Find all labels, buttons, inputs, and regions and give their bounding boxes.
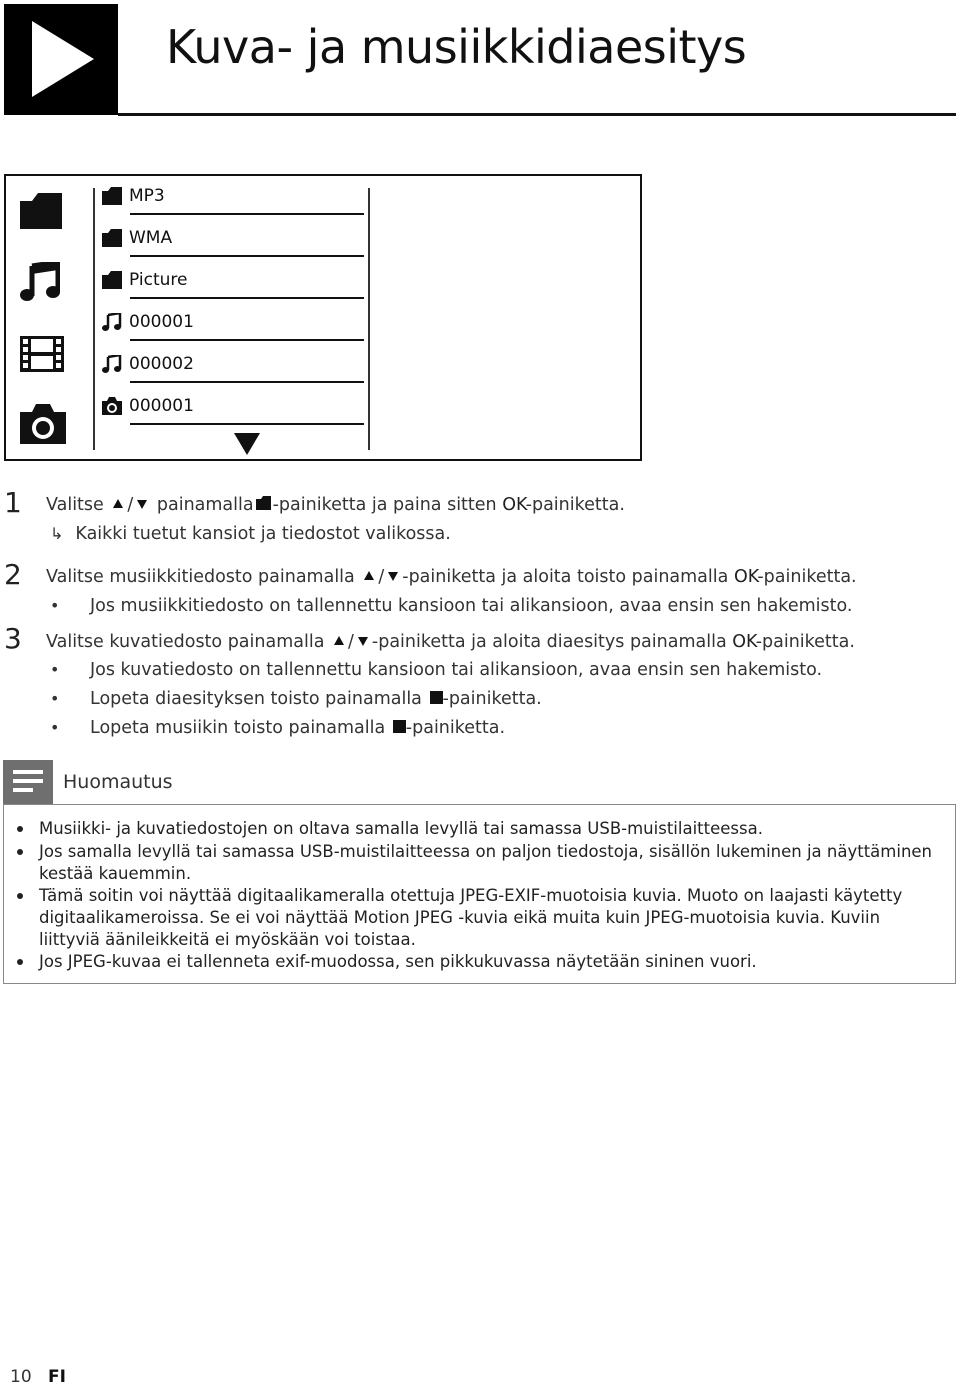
ok-key: OK [733,567,758,587]
file-row[interactable] [102,353,360,375]
note-icon [3,760,53,804]
folder-icon [102,187,122,205]
play-icon-box [4,4,118,115]
step-text: Valitse kuvatiedosto painamalla [46,632,325,652]
step-1-text [46,495,625,515]
result-arrow-icon: ↳ [50,524,64,543]
step-text: -painiketta ja paina sitten [272,495,497,515]
step-text: -painiketta ja aloita diaesitys painamalla [371,632,727,652]
bullet-dot [17,849,23,855]
file-name: 000002 [129,354,194,374]
bullet-dot: • [50,718,60,737]
step-1-result [50,524,451,544]
stop-icon [430,691,443,704]
note-box [3,804,956,984]
stop-icon [393,720,406,733]
row-rule [130,213,364,215]
down-arrow-icon [388,572,398,581]
divider-right [368,188,370,450]
ok-key: OK [502,495,526,515]
camera-icon [102,397,122,415]
down-arrow-icon [358,637,368,646]
title-rule [118,113,956,116]
step-number: 1 [4,486,22,519]
folder-icon[interactable] [20,193,62,229]
step-text: painamalla [156,495,254,515]
play-icon [32,21,94,97]
film-icon[interactable] [20,336,64,372]
file-name: 000001 [129,396,194,416]
step-3-text [46,632,855,652]
step-2-bullet: Jos musiikkitiedosto on tallennettu kansioon tai alikansioon, avaa ensin sen hakemisto. [90,596,853,616]
note-icon-line [13,779,43,783]
note-item: Jos JPEG-kuvaa ei tallenneta exif-muodossa, sen pikkukuvassa näytetään sininen vuori. [39,952,757,971]
down-arrow-icon [137,500,147,509]
file-browser-screen [4,174,642,461]
step-text: -painiketta ja aloita toisto painamalla [402,567,729,587]
step-text: / [348,632,354,652]
note-item: Musiikki- ja kuvatiedostojen on oltava samalla levyllä tai samassa USB-muistilaitteessa. [39,819,763,838]
up-arrow-icon [364,571,374,580]
divider-left [93,188,95,450]
music-icon [102,355,122,373]
music-icon[interactable] [20,262,60,302]
folder-icon [102,229,122,247]
folder-icon [256,496,271,510]
music-icon [102,313,122,331]
row-rule [130,297,364,299]
note-item: Jos samalla levyllä tai samassa USB-muistilaitteessa on paljon tiedostoja, sisällön lukeminen ja näyttäminen kestää kauemmin. [39,842,933,883]
file-name: WMA [129,228,173,248]
bullet-text: Lopeta musiikin toisto painamalla [90,718,386,738]
page-number: 10 [10,1367,32,1387]
up-arrow-icon [113,499,123,508]
up-arrow-icon [334,636,344,645]
file-row[interactable] [102,269,360,291]
bullet-dot [17,959,23,965]
step-number: 2 [4,558,22,591]
step-3-bullet [90,718,505,738]
note-title: Huomautus [63,771,173,793]
note-icon-line [13,788,33,792]
page-title: Kuva- ja musiikkidiaesitys [166,20,747,74]
step-text: -painiketta. [757,567,857,587]
bullet-dot: • [50,689,60,708]
language-code: FI [48,1367,66,1387]
bullet-dot [17,826,23,832]
step-text: / [127,495,134,515]
row-rule [130,381,364,383]
step-2-text [46,567,857,587]
file-row[interactable] [102,185,360,207]
camera-icon[interactable] [20,404,66,444]
file-name: 000001 [129,312,194,332]
bullet-text: -painiketta. [442,689,542,709]
result-text: Kaikki tuetut kansiot ja tiedostot valikossa. [75,524,451,544]
file-name: Picture [129,270,188,290]
step-text: Valitse musiikkitiedosto painamalla [46,567,355,587]
file-row[interactable] [102,227,360,249]
step-3-bullet [90,689,542,709]
row-rule [130,255,364,257]
bullet-dot: • [50,660,60,679]
step-3-bullet: Jos kuvatiedosto on tallennettu kansioon tai alikansioon, avaa ensin sen hakemisto. [90,660,823,680]
step-text: Valitse [46,495,104,515]
row-rule [130,423,364,425]
bullet-text: Lopeta diaesityksen toisto painamalla [90,689,422,709]
file-row[interactable] [102,395,360,417]
row-rule [130,339,364,341]
step-text: / [378,567,385,587]
note-icon-line [13,770,43,774]
bullet-dot: • [50,596,60,615]
step-text: -painiketta. [525,495,625,515]
bullet-dot [17,893,23,899]
bullet-text: -painiketta. [405,718,506,738]
note-item: Tämä soitin voi näyttää digitaalikameralla otettuja JPEG-EXIF-muotoisia kuvia. Muoto on laajasti käytetty digitaalikameroissa. Se ei voi näyttää Motion JPEG -kuvia eikä muita kuin JPEG-muotoisia kuvia. Kuviin liittyviä äänileikkeitä ei myöskään voi toistaa. [39,886,903,949]
step-number: 3 [4,622,22,655]
file-row[interactable] [102,311,360,333]
folder-icon [102,271,122,289]
file-name: MP3 [129,186,165,206]
down-arrow-icon[interactable] [234,433,260,455]
ok-key: OK [732,632,756,652]
step-text: -painiketta. [755,632,855,652]
